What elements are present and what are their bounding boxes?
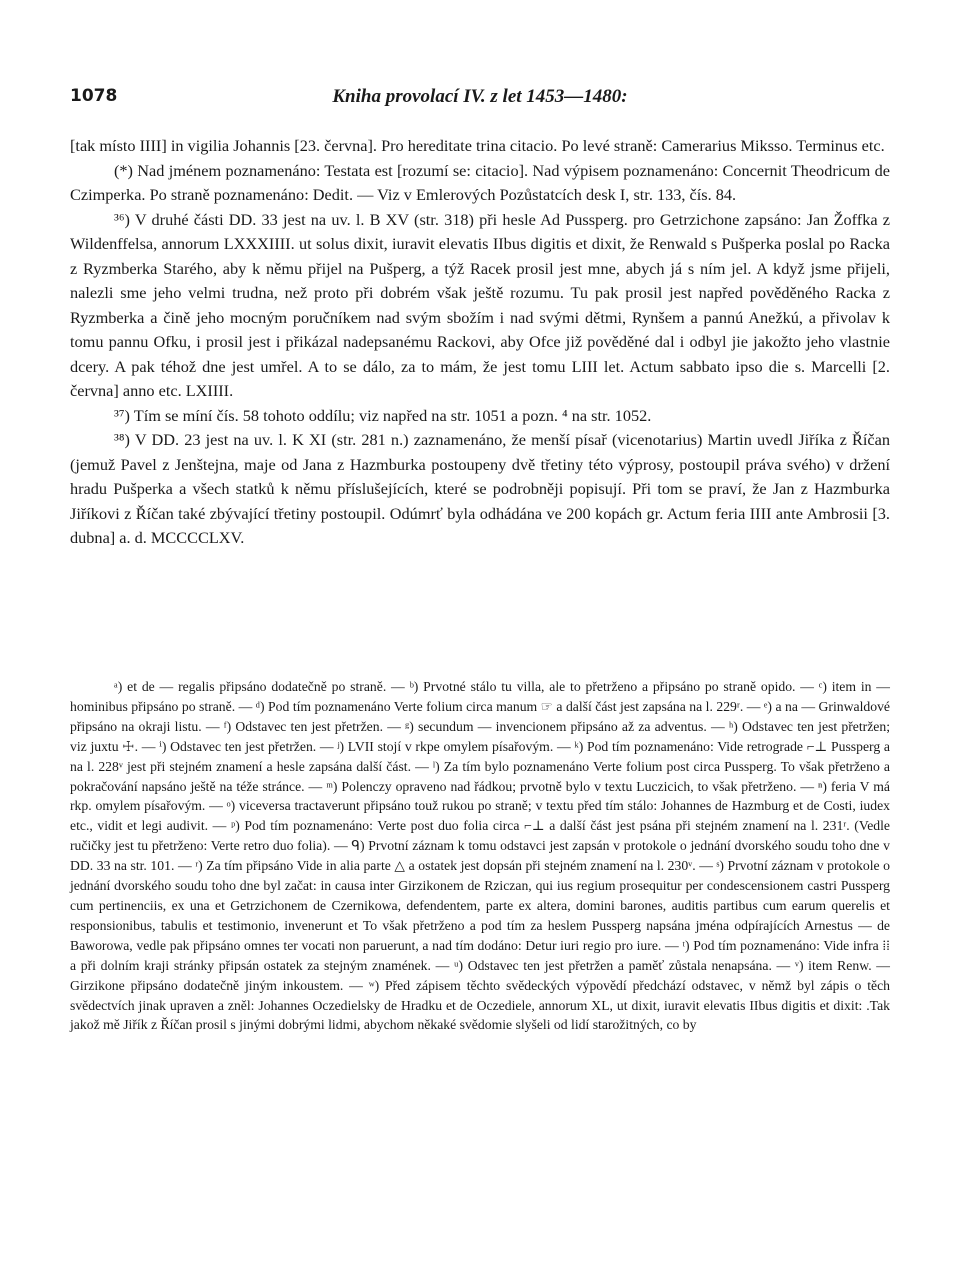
critical-apparatus [70,677,890,1035]
paragraph-note-37: ³⁷) Tím se míní čís. 58 tohoto oddílu; viz napřed na str. 1051 a pozn. ⁴ na str. 1052. [114,405,652,425]
paragraph-note-38: ³⁸) V DD. 23 jest na uv. l. K XI (str. 281 n.) zaznamenáno, že menší písař (vicenotarius) Martin uvedl Jiříka z Říčan (jemuž Pavel z Jenštejna, maje od Jana z Hazmburka postoupeny dvě třetiny této výprosy, postoupil práva svého) v držení hradu Pušperka a všech statků k němu příslušejících, které se podrobněji popisují. Při tom se praví, že Jan z Hazmburka Jiříkovi z Říčan také zbývající třetiny postoupil. Odúmrť byla odhádána ve 200 kopách gr. Actum feria IIII ante Ambrosii [3. dubna] a. d. MCCCCLXV. [70,430,890,547]
page-header [70,86,890,110]
running-title: Kniha provolací IV. z let 1453—1480: [332,86,628,107]
paragraph-note-36: ³⁶) V druhé části DD. 33 jest na uv. l. B XV (str. 318) při hesle Ad Pussperg. pro Getrzichone zapsáno: Jan Žoffka z Wildenffelsa, annorum LXXXIIII. ut solus dixit, iuravit elevatis IIbus digitis et dixit, že Renwald s Pušperka poslal po Racka z Ryzmberka Starého, aby k němu přijel na Pušperg, a týž Racek prosil jest mne, abych já s ním jel. A když jsme přijeli, nalezli sme jeho velmi trudna, než proto při dobrém však ještě rozumu. Tu pak prosil jest napřed pověděného Racka z Ryzmberka a čině jeho mocným poručníkem nad svým sbožím i nad svými dětmi, Rynšem a pannú Anežkú, a přivolav k tomu pannu Ofku, i prosil jest i přikázal nadepsanému Rackovi, aby Ofce již pověděné dal i odbyl jie jakožto jeho vlastnie dcery. A pak téhož dne jest umřel. A to se dálo, za to mám, že jest tomu LIII let. Actum sabbato ipso die s. Marcelli [2. června] anno etc. LXIIII. [70,209,890,400]
paragraph-continuation: [tak místo IIII] in vigilia Johannis [23. června]. Pro hereditate trina citacio. Po levé straně: Camerarius Miksso. Terminus etc. [70,136,885,155]
page-number: 1078 [70,86,118,106]
paragraph-note-star: (*) Nad jménem poznamenáno: Testata est [rozumí se: citacio]. Nad výpisem poznamenáno: Concernit Theodricum de Czimperka. Po straně poznamenáno: Dedit. — Viz v Emlerových Pozůstatcích desk I, str. 133, čís. 84. [70,160,890,204]
apparatus-text: ᵃ) et de — regalis připsáno dodatečně po straně. — ᵇ) Prvotné stálo tu villa, ale to přetrženo a připsáno po straně opido. — ᶜ) item in — hominibus připsáno po straně. — ᵈ) Pod tím poznamenáno Verte folium circa manum ☞ a další část jest zapsána na l. 229ʳ. — ᵉ) a na — Grinwaldové připsáno na okraji listu. — ᶠ) Odstavec ten jest přetržen. — ᵍ) secundum — invencionem připsáno až za adventus. — ʰ) Odstavec ten jest přetržen; viz juxtu ☩. — ⁱ) Odstavec ten jest přetržen. — ʲ) LVII stojí v rkpe omylem písařovým. — ᵏ) Pod tím poznamenáno: Vide retrograde ⌐⊥ Pussperg a na l. 228ᵛ jest při stejném znamení a hesle zapsána další část. — ˡ) Za tím bylo poznamenáno Verte folium post circa Pussperg. To však přetrženo a pokračování napsáno ještě na téže stránce. — ᵐ) Polenczy opraveno nad řádkou; prvotně bylo v textu Luczicich, to však přetrženo. — ⁿ) feria V má rkp. omylem písařovým. — ᵒ) viceversa tractaverunt připsáno touž rukou po straně; v textu před tím stálo: Johannes de Hazmburg et de Costi, iudex etc., vidit et legi audivit. — ᵖ) Pod tím poznamenáno: Verte post duo folia circa ⌐⊥ a další část jest psána při stejném znamení na l. 231ʳ. (Vedle ručičky jest tu přetrženo: Verte retro duo folia). — ᑫ) Prvotní záznam k tomu odstavci jest zapsán v protokole o jednání dvorského soudu toho dne v DD. 33 na str. 101. — ʳ) Za tím připsáno Vide in alia parte △ a ostatek jest dopsán při stejném znamení na l. 230ᵛ. — ˢ) Prvotní záznam v protokole o jednání dvorského soudu toho dne byl začat: in causa inter Girzikonem de Rziczan, qui ius regium prosequitur per condescensionem castri Pussperg cum pertinenciis, ex una et Getrzichonem de Czernikowa, defendentem, parte ex altera, domini barones, auditis partibus cum earum querelis et responsionibus, tabulis et testimonio, invenerunt et To však přetrženo a pod tím za heslem Pussperg napsána jména odpírajících Arnestus — de Baworowa, vedle pak připsáno omnes ter vocati non paruerunt, a nad tím dodáno: Detur iuri regio pro iure. — ᵗ) Pod tím poznamenáno: Vide infra ⁞⁞ a při dolním kraji stránky připsán ostatek za stejným znamének. — ᵘ) Odstavec ten jest přetržen a paměť zůstala nenapsána. — ᵛ) item Renw. — Girzikone připsáno dodatečně jiným inkoustem. — ʷ) Před zápisem těchto svědeckých výpovědí předchází odstavec, v němž byl zápis o těch svědectvích jinak upraven a zněl: Johannes Oczedielsky de Hradku et de Oczediele, annorum XL, ut dixit, iuravit elevatis IIbus digitis et dixit: .Tak jakož mě Jiřík z Říčan prosil s jinými dobrými lidmi, abychom někaké svědomie slyšeli od lidí starožitných, co by [70,679,890,1033]
main-text [70,134,890,551]
